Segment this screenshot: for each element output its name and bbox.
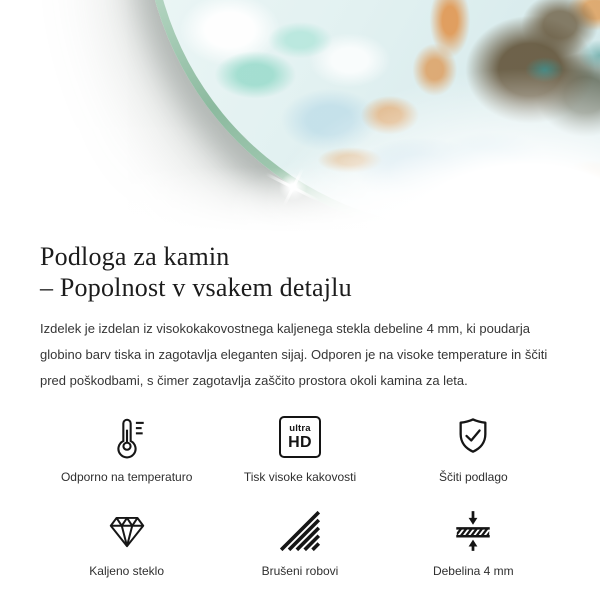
feature-beveled-edges <box>213 508 386 578</box>
title-line-2: – Popolnost v vsakem detajlu <box>40 273 352 302</box>
feature-label: Kaljeno steklo <box>89 564 165 578</box>
thermometer-icon <box>104 414 150 460</box>
ultra-hd-icon <box>279 414 321 460</box>
feature-label: Brušeni robovi <box>261 564 339 578</box>
thickness-icon <box>450 508 496 554</box>
beveled-edges-icon <box>277 508 323 554</box>
feature-label: Tisk visoke kakovosti <box>243 470 357 484</box>
product-description: Izdelek je izdelan iz visokokakovostnega kaljenega stekla debeline 4 mm, ki poudarja globino barv tiska in zagotavlja eleganten sijaj. Odporen je na visoke temperature in ščiti pred poškodbami, s čimer zagotavlja zaščito prostora okoli kamina za leta. <box>40 321 548 388</box>
product-image <box>0 0 600 232</box>
feature-grid <box>40 414 560 578</box>
feature-label: Ščiti podlago <box>438 470 508 484</box>
ultra-hd-badge-bottom: HD <box>288 433 312 451</box>
ultra-hd-badge-top: ultra <box>289 423 311 435</box>
shield-check-icon <box>450 414 496 460</box>
product-info-section <box>0 241 600 578</box>
feature-label: Debelina 4 mm <box>432 564 514 578</box>
diamond-icon <box>104 508 150 554</box>
feature-label: Odporno na temperaturo <box>60 470 193 484</box>
page-title <box>40 241 560 303</box>
feature-thickness <box>387 508 560 578</box>
feature-protects-surface <box>387 414 560 484</box>
feature-tempered-glass <box>40 508 213 578</box>
feature-print-quality <box>213 414 386 484</box>
title-line-1: Podloga za kamin <box>40 242 230 271</box>
ultra-hd-badge <box>279 416 321 458</box>
feature-temperature <box>40 414 213 484</box>
